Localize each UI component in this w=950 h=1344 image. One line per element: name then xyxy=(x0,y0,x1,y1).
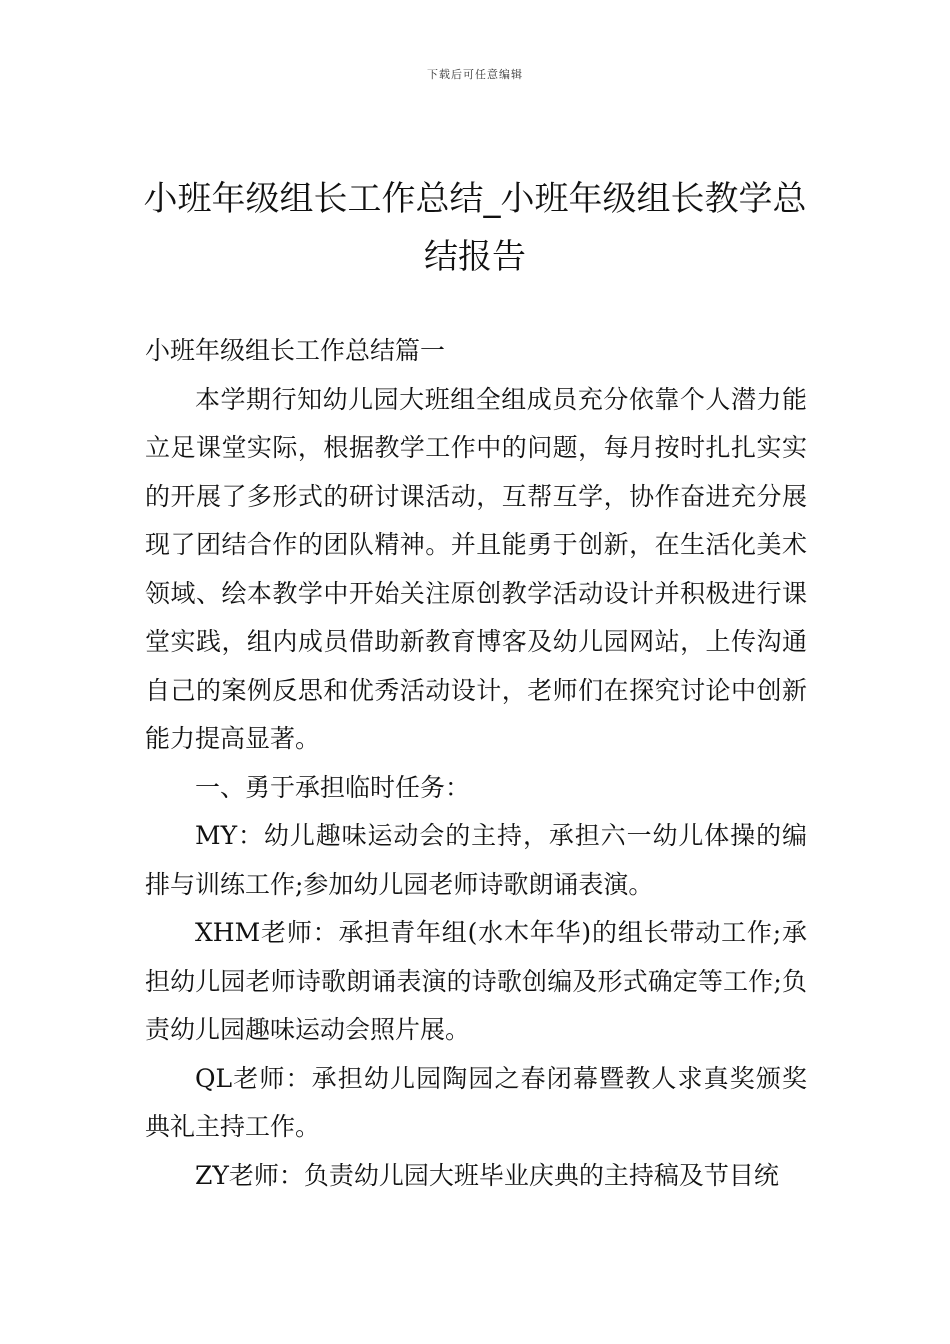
document-title: 小班年级组长工作总结_小班年级组长教学总结报告 xyxy=(143,179,807,277)
document-body xyxy=(145,327,807,1200)
section-heading: 小班年级组长工作总结篇一 xyxy=(145,336,446,365)
body-paragraph: ZY老师：负责幼儿园大班毕业庆典的主持稿及节目统 xyxy=(195,1160,779,1190)
body-paragraph: XHM老师：承担青年组(水木年华)的组长带动工作;承担幼儿园老师诗歌朗诵表演的诗歌创编及形式确定等工作;负责幼儿园趣味运动会照片展。 xyxy=(145,918,807,1044)
body-paragraph: QL老师：承担幼儿园陶园之春闭幕暨教人求真奖颁奖典礼主持工作。 xyxy=(145,1063,807,1141)
body-paragraph: 一、勇于承担临时任务： xyxy=(195,772,471,802)
body-paragraph: MY：幼儿趣味运动会的主持，承担六一幼儿体操的编排与训练工作;参加幼儿园老师诗歌朗诵表演。 xyxy=(145,821,807,899)
body-paragraph: 本学期行知幼儿园大班组全组成员充分依靠个人潜力能立足课堂实际，根据教学工作中的问题，每月按时扎扎实实的开展了多形式的研讨课活动，互帮互学，协作奋进充分展现了团结合作的团队精神。并且能勇于创新，在生活化美术领域、绘本教学中开始关注原创教学活动设计并积极进行课堂实践，组内成员借助新教育博客及幼儿园网站，上传沟通自己的案例反思和优秀活动设计，老师们在探究讨论中创新能力提高显著。 xyxy=(145,384,807,753)
header-note: 下载后可任意编辑 xyxy=(427,68,523,81)
